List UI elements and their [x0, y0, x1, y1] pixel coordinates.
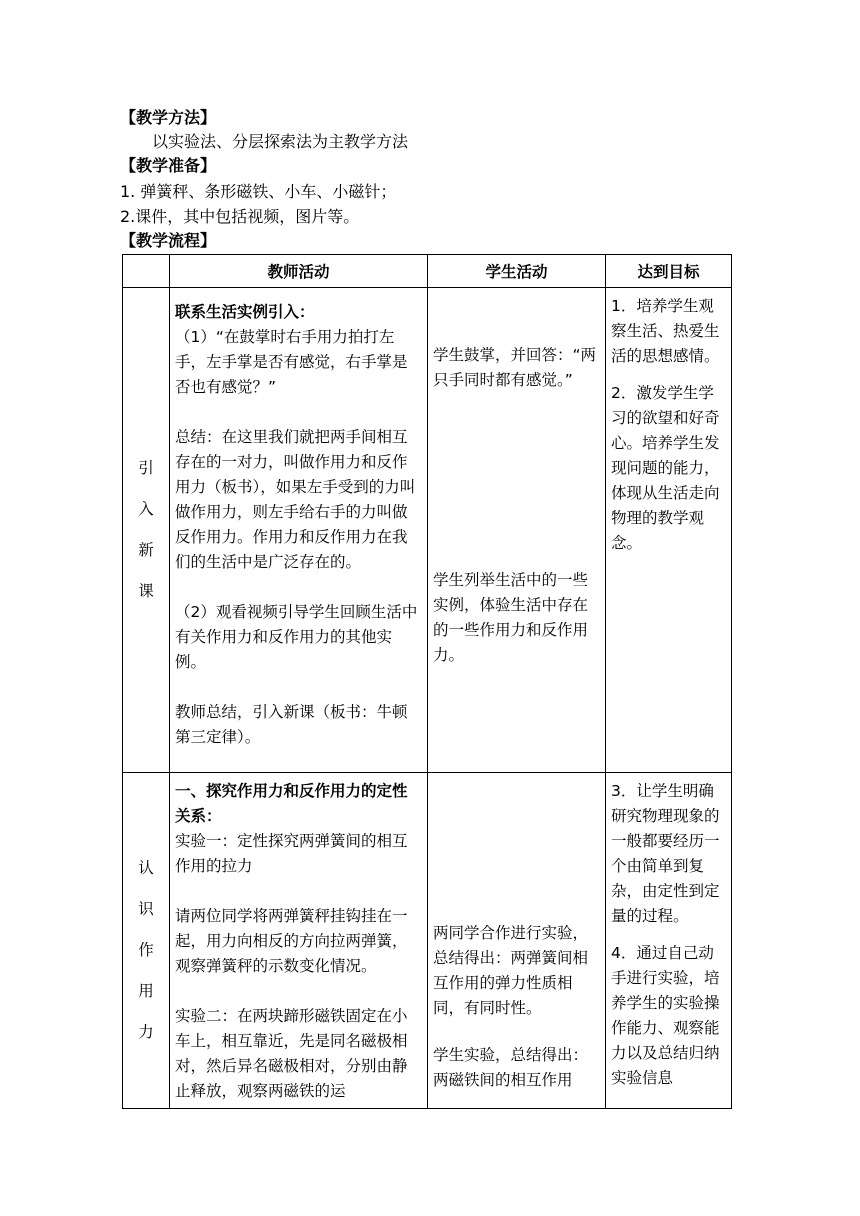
student-activity-cell: [428, 773, 606, 1109]
prep-item-1: 1. 弹簧秤、条形磁铁、小车、小磁针；: [120, 182, 397, 201]
student-line: 学生列举生活中的一些实例，体验生活中存在的一些作用力和反作用力。: [433, 571, 589, 664]
goals-cell: [606, 288, 732, 773]
student-activity-cell: [428, 288, 606, 773]
stage-char: 识: [138, 900, 154, 918]
student-line: 两同学合作进行实验，总结得出：两弹簧间相互作用的弹力性质相同，有同时性。: [433, 924, 589, 1017]
goal-line: 2．激发学生学习的欲望和好奇心。培养学生发现问题的能力，体现从生活走向物理的教学观念。: [611, 384, 720, 552]
stage-char: 作: [138, 941, 154, 959]
goal-line: 4．通过自己动手进行实验，培养学生的实验操作能力、观察能力以及总结归纳实验信息: [611, 944, 720, 1087]
header-teacher: 教师活动: [170, 255, 428, 288]
goal-line: 3．让学生明确研究物理现象的一般都要经历一个由简单到复杂，由定性到定量的过程。: [611, 782, 720, 925]
table-row: [123, 773, 732, 1109]
stage-cell: [123, 288, 170, 773]
method-heading: 【教学方法】: [120, 108, 217, 127]
teacher-line: 总结：在这里我们就把两手间相互存在的一对力，叫做作用力和反作用力（板书），如果左手受到的力叫做作用力，则左手给右手的力叫做反作用力。作用力和反作用力在我们的生活中是广泛存在的。: [175, 428, 416, 571]
goals-cell: [606, 773, 732, 1109]
stage-char: 引: [138, 459, 154, 477]
stage-cell: [123, 773, 170, 1109]
stage-char: 入: [138, 500, 154, 518]
teacher-line: 教师总结，引入新课（板书：牛顿第三定律）。: [175, 703, 408, 746]
teacher-line: 联系生活实例引入：: [175, 303, 315, 321]
teacher-line: 实验二：在两块蹄形磁铁固定在小车上，相互靠近，先是同名磁极相对，然后异名磁极相对，分别由静止释放，观察两磁铁的运: [175, 1007, 408, 1100]
teacher-line: 请两位同学将两弹簧秤挂钩挂在一起，用力向相反的方向拉两弹簧，观察弹簧秤的示数变化情况。: [175, 907, 408, 975]
stage-char: 力: [138, 1023, 154, 1041]
header-goals: 达到目标: [606, 255, 732, 288]
table-row: [123, 288, 732, 773]
flow-heading: 【教学流程】: [120, 231, 217, 250]
student-line: 学生鼓掌，并回答：“两只手同时都有感觉。”: [433, 346, 597, 389]
teaching-flow-table: [122, 254, 732, 1109]
method-text: 以实验法、分层探索法为主教学方法: [152, 132, 409, 151]
prep-item-2: 2.课件，其中包括视频，图片等。: [120, 207, 360, 226]
header-stage: [123, 255, 170, 288]
teacher-activity-cell: [170, 288, 428, 773]
student-line: 学生实验，总结得出：两磁铁间的相互作用: [433, 1046, 589, 1089]
stage-char: 认: [138, 859, 154, 877]
stage-char: 用: [138, 982, 154, 1000]
teacher-line: （1）“在鼓掌时右手用力拍打左手，左手掌是否有感觉，右手掌是否也有感觉？”: [175, 328, 408, 396]
goal-line: 1．培养学生观察生活、热爱生活的思想感情。: [611, 297, 720, 365]
teacher-line: （2）观看视频引导学生回顾生活中有关作用力和反作用力的其他实例。: [175, 603, 418, 671]
teacher-line: 实验一：定性探究两弹簧间的相互作用的拉力: [175, 832, 408, 875]
header-student: 学生活动: [428, 255, 606, 288]
prep-heading: 【教学准备】: [120, 156, 217, 175]
stage-char: 课: [138, 582, 154, 600]
teacher-line: 一、探究作用力和反作用力的定性关系：: [175, 782, 408, 825]
table-header-row: [123, 255, 732, 288]
stage-char: 新: [138, 541, 154, 559]
teacher-activity-cell: [170, 773, 428, 1109]
